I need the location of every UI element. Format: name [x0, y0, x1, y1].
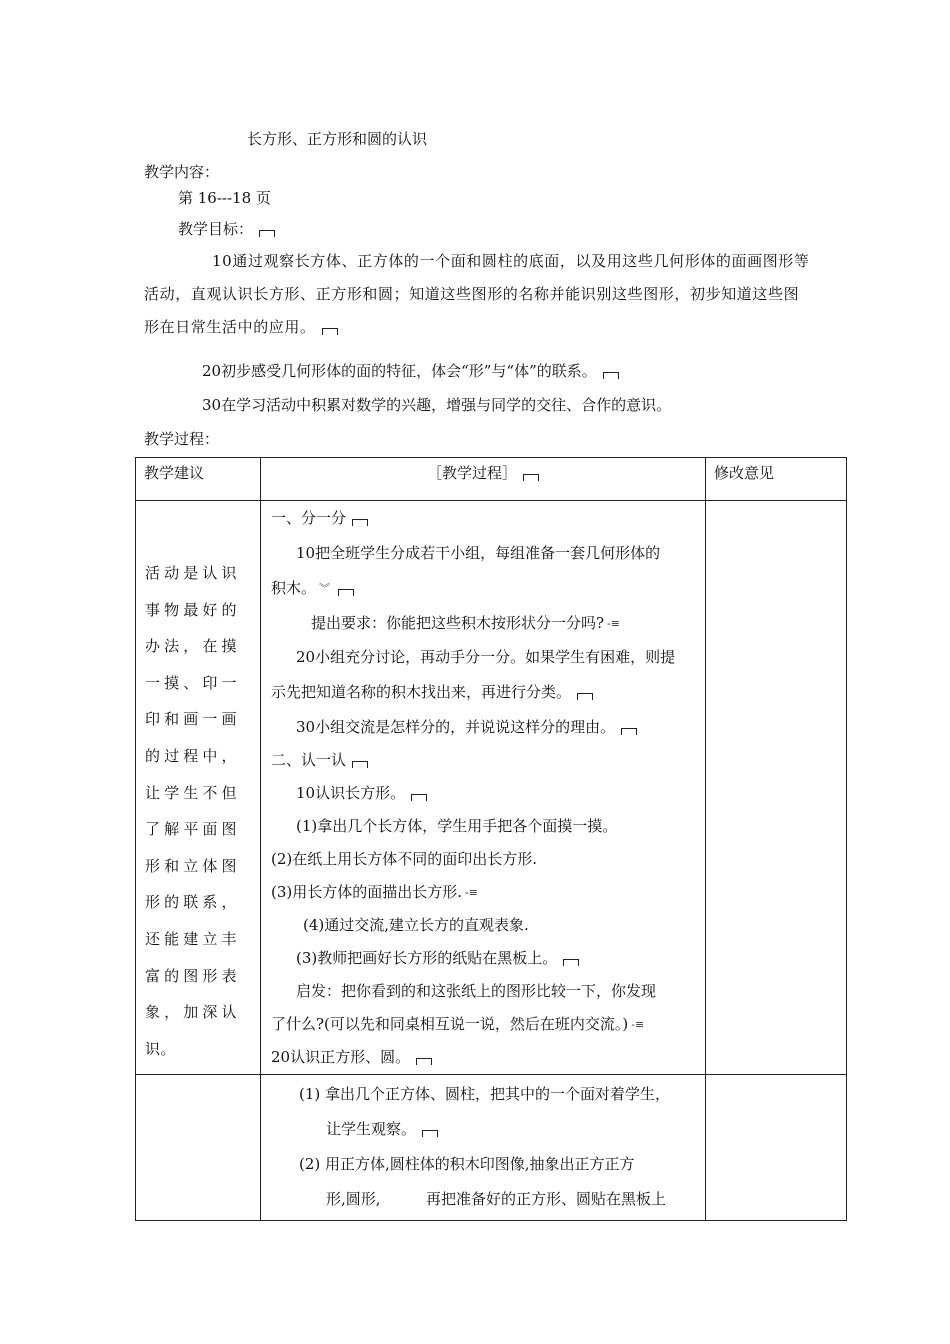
- process-line-text: (3)教师把画好长方形的纸贴在黑板上。: [296, 949, 558, 967]
- objective-3: 30在学习活动中积累对数学的兴趣，增强与同学的交往、合作的意识。: [202, 396, 672, 414]
- edit-mark-icon: [422, 1130, 438, 1137]
- process-line: (1)拿出几个长方体，学生用手把各个面摸一摸。: [296, 817, 618, 835]
- suggestion-line: 识。: [145, 1039, 177, 1058]
- list-mark-icon: -≡: [607, 617, 620, 630]
- process-line: 形,圆形,: [326, 1190, 381, 1208]
- process-line-text: 了什么?(可以先和同桌相互说一说，然后在班内交流。): [271, 1015, 629, 1033]
- suggestion-line: 印和画一画: [145, 710, 237, 729]
- list-mark-icon: -≡: [631, 1018, 645, 1031]
- process-line: (2) 用正方体,圆柱体的积木印图像,抽象出正方正方: [299, 1155, 635, 1173]
- process-line: [296, 782, 427, 803]
- process-line-text: 提出要求：你能把这些积木按形状分一分吗?: [311, 614, 605, 632]
- suggestion-line: 富的图形表: [145, 966, 237, 985]
- table-row: [136, 1075, 847, 1221]
- suggestion-line: 形和立体图: [145, 856, 237, 875]
- header-suggestion: 教学建议: [136, 458, 261, 501]
- process-cell: [261, 501, 706, 1075]
- process-line-text: 10认识长方形。: [296, 784, 406, 802]
- process-line: [271, 749, 368, 770]
- content-label: 教学内容：: [144, 163, 220, 181]
- suggestion-line: 了解平面图: [145, 820, 237, 839]
- process-line: [296, 716, 637, 737]
- process-line: 再把准备好的正方形、圆贴在黑板上: [426, 1190, 667, 1208]
- suggestion-cell: [136, 501, 261, 1075]
- suggestion-line: 事物最好的: [145, 600, 237, 619]
- process-line: (1) 拿出几个正方体、圆柱，把其中的一个面对着学生，: [299, 1085, 671, 1103]
- process-line: [271, 881, 478, 902]
- suggestion-cell: [136, 1075, 261, 1221]
- suggestion-line: 象，加深认: [145, 1003, 237, 1022]
- lesson-table: [135, 457, 847, 1221]
- edit-mark-icon: [259, 230, 275, 237]
- process-label: 教学过程：: [144, 430, 220, 448]
- process-line-text: 让学生观察。: [326, 1120, 417, 1138]
- process-line: [271, 681, 593, 702]
- objectives-label: [178, 218, 275, 239]
- process-line-text: 示先把知道名称的积木找出来，再进行分类。: [271, 683, 572, 701]
- process-line: [296, 947, 579, 968]
- process-line: (4)通过交流,建立长方的直观表象.: [303, 916, 529, 934]
- revision-cell: [706, 1075, 847, 1221]
- objective-1: [144, 245, 814, 344]
- edit-mark-icon: [352, 519, 368, 526]
- table-row: [136, 501, 847, 1075]
- suggestion-line: 的过程中，: [145, 746, 237, 765]
- process-line: 10把全班学生分成若干小组，每组准备一套几何形体的: [296, 544, 661, 562]
- process-line-text: 积木。: [271, 579, 317, 597]
- process-line: 20小组充分讨论，再动手分一分。如果学生有困难，则提: [296, 648, 676, 666]
- process-line: [311, 612, 620, 633]
- edit-mark-icon: [621, 728, 637, 735]
- objective-2: [202, 360, 619, 381]
- process-line-text: 20认识正方形、圆。: [271, 1048, 411, 1066]
- process-line: (2)在纸上用长方体不同的面印出长方形.: [271, 850, 538, 868]
- revision-cell: [706, 501, 847, 1075]
- objective-1-text: 10通过观察长方体、正方体的一个面和圆柱的底面，以及用这些几何形体的面画图形等活动，直观认识长方形、正方形和圆；知道这些图形的名称并能识别这些图形，初步知道这些图形在日常生活中的应用。: [144, 252, 810, 336]
- process-line: [271, 1046, 432, 1067]
- process-line-text: 30小组交流是怎样分的，并说说这样分的理由。: [296, 718, 616, 736]
- suggestion-line: 形的联系，: [145, 893, 237, 912]
- edit-mark-icon: [603, 372, 619, 379]
- process-line: [271, 577, 354, 598]
- edit-mark-icon: [563, 959, 579, 966]
- process-line: 启发：把你看到的和这张纸上的图形比较一下，你发现: [296, 982, 657, 1000]
- process-line-text: 一、分一分: [271, 509, 347, 527]
- document-title: 长方形、正方形和圆的认识: [247, 130, 428, 148]
- suggestion-text: [145, 555, 237, 1067]
- edit-mark-icon: [523, 474, 539, 481]
- arrow-mark-icon: ︾: [319, 582, 331, 595]
- list-mark-icon: -≡: [465, 886, 478, 899]
- process-cell: [261, 1075, 706, 1221]
- header-process: [261, 458, 706, 501]
- suggestion-line: 还能建立丰: [145, 929, 237, 948]
- page-range: 第 16---18 页: [178, 189, 271, 207]
- suggestion-line: 一摸、印一: [145, 673, 237, 692]
- process-line-text: (3)用长方体的面描出长方形.: [271, 883, 463, 901]
- process-line-text: 二、认一认: [271, 751, 347, 769]
- process-line: [326, 1118, 438, 1139]
- edit-mark-icon: [322, 328, 338, 335]
- edit-mark-icon: [338, 589, 354, 596]
- table-header-row: [136, 458, 847, 501]
- edit-mark-icon: [416, 1058, 432, 1065]
- process-line: [271, 1013, 644, 1034]
- header-revision: 修改意见: [706, 458, 847, 501]
- objective-2-text: 20初步感受几何形体的面的特征，体会“形”与“体”的联系。: [202, 362, 597, 380]
- edit-mark-icon: [577, 693, 593, 700]
- suggestion-line: 活动是认识: [145, 564, 237, 582]
- suggestion-line: 让学生不但: [145, 783, 237, 802]
- edit-mark-icon: [352, 761, 368, 768]
- edit-mark-icon: [411, 794, 427, 801]
- header-process-text: ［教学过程］: [426, 464, 517, 482]
- objectives-label-text: 教学目标：: [178, 220, 254, 238]
- suggestion-line: 办法，在摸: [145, 637, 237, 656]
- process-line: [271, 507, 368, 528]
